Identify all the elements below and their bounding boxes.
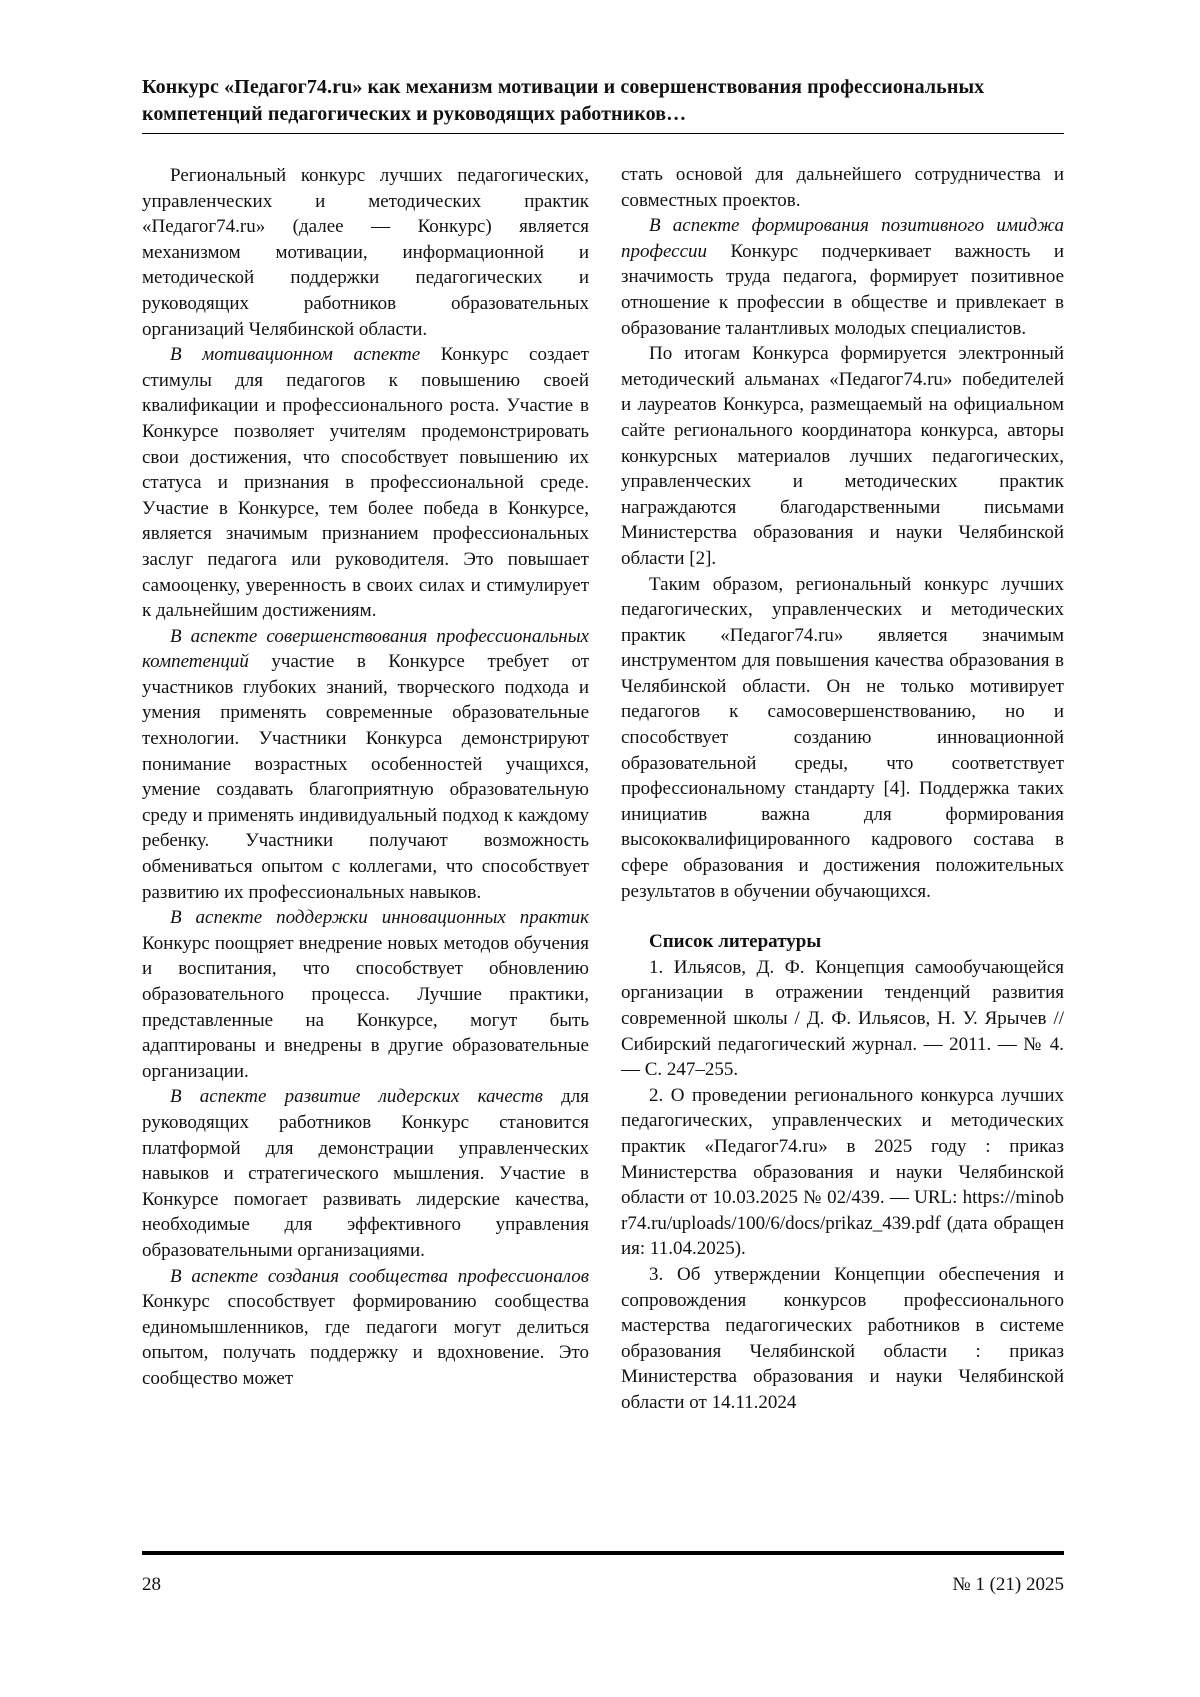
aspect-lead: В мотивационном аспекте <box>170 344 421 366</box>
paragraph-almanac: По итогам Конкурса формируется электронный методический альманах «Педагог74.ru» победителей и лауреатов Конкурса, размещаемый на официальном сайте регионального координатора конкурса, авторы конкурсных материалов лучших педагогических, управленческих и методических практик награждаются благодарственными письмами Министерства образования и науки Челябинской области [2]. <box>621 343 1064 569</box>
issue-number: № 1 (21) 2025 <box>952 1574 1064 1595</box>
paragraph-intro: Региональный конкурс лучших педагогических, управленческих и методических практик «Педагог74.ru» (далее — Конкурс) является механизмом мотивации, информационной и методической поддержки педагогических и руководящих работников образовательных организаций Челябинской области. <box>142 165 589 340</box>
paragraph-text: участие в Конкурсе требует от участников глубоких знаний, творческого подхода и умения применять современные образовательные технологии. Участники Конкурса демонстрируют понимание возрастных особенностей учащихся, умение создавать благоприятную образовательную среду и применять индивидуальный подход к каждому ребенку. Участники получают возможность обмениваться опытом с коллегами, что способствует развитию их профессиональных навыков. <box>142 651 589 903</box>
aspect-lead: В аспекте формирования позитивного имиджа профессии <box>621 215 1064 262</box>
running-header-line-1: Конкурс «Педагог74.ru» как механизм мотивации и совершенствования профессиональных <box>142 76 985 98</box>
footer-divider <box>142 1551 1064 1555</box>
aspect-lead: В аспекте развитие лидерских качеств <box>170 1086 543 1108</box>
paragraph-innovation <box>142 905 589 1084</box>
reference-3: 3. Об утверждении Концепции обеспечения и сопровождения конкурсов профессионального мастерства педагогических работников в системе образования Челябинской области : приказ Министерства образования и науки Челябинской области от 14.11.2024 <box>621 1263 1064 1413</box>
running-header-line-2: компетенций педагогических и руководящих работников… <box>142 103 687 125</box>
paragraph-text: Конкурс подчеркивает важность и значимость труда педагога, формирует позитивное отношение к профессии в обществе и привлекает в образование талантливых молодых специалистов. <box>621 240 1064 339</box>
reference-1: 1. Ильясов, Д. Ф. Концепция самообучающейся организации в отражении тенденций развития современной школы / Д. Ф. Ильясов, Н. У. Ярычев // Сибирский педагогический журнал. — 2011. — № 4. — С. 247–255. <box>621 956 1064 1081</box>
paragraph-motivation <box>142 342 589 624</box>
paragraph-community-continued: стать основой для дальнейшего сотрудничества и совместных проектов. <box>621 164 1064 211</box>
paragraph-competencies <box>142 624 589 906</box>
paragraph-text: для руководящих работников Конкурс становится платформой для демонстрации управленческих навыков и стратегического мышления. Участие в Конкурсе помогает развивать лидерские качества, необходимые для эффективного управления образовательными организациями. <box>142 1086 589 1261</box>
paragraph-text: Конкурс создает стимулы для педагогов к повышению своей квалификации и профессионального роста. Участие в Конкурсе позволяет учителям продемонстрировать свои достижения, что способствует повышению их статуса и признания в профессиональной среде. Участие в Конкурсе, тем более победа в Конкурсе, является значимым признанием профессиональных заслуг педагога или руководителя. Это повышает самооценку, уверенность в своих силах и стимулирует к дальнейшим достижениям. <box>142 344 589 622</box>
aspect-lead: В аспекте создания сообщества профессионалов <box>170 1265 589 1287</box>
paragraph-leadership <box>142 1084 589 1263</box>
running-header <box>142 74 1066 128</box>
paragraph-image <box>621 213 1064 341</box>
paragraph-text: Конкурс поощряет внедрение новых методов обучения и воспитания, что способствует обновлению образовательного процесса. Лучшие практики, представленные на Конкурсе, могут быть адаптированы и внедрены в другие образовательные организации. <box>142 932 589 1082</box>
reference-2-text: 2. О проведении регионального конкурса лучших педагогических, управленческих и методических практик «Педагог74.ru» в 2025 году : приказ Министерства образования и науки Челябинской области от 10.03.2025 № 02/439. — URL: <box>621 1084 1064 1209</box>
header-divider <box>142 133 1064 134</box>
aspect-lead: В аспекте совершенствования профессиональных компетенций <box>142 625 589 673</box>
paragraph-text: Конкурс способствует формированию сообщества единомышленников, где педагоги могут делиться опытом, получать поддержку и вдохновение. Это сообщество может <box>142 1291 589 1389</box>
paragraph-community <box>142 1264 589 1392</box>
paragraph-conclusion: Таким образом, региональный конкурс лучших педагогических, управленческих и методических практик «Педагог74.ru» является значимым инструментом для повышения качества образования в Челябинской области. Он не только мотивирует педагогов к самосовершенствованию, но и способствует созданию инновационной образовательной среды, что соответствует профессиональному стандарту [4]. Поддержка таких инициатив важна для формирования высококвалифицированного кадрового состава в сфере образования и достижения положительных результатов в обучении обучающихся. <box>621 573 1064 902</box>
references-heading: Список литературы <box>649 931 822 953</box>
page-number: 28 <box>142 1574 161 1595</box>
left-column <box>142 163 589 1392</box>
aspect-lead: В аспекте поддержки инновационных практик <box>170 907 589 929</box>
reference-2 <box>621 1083 1064 1262</box>
reference-2-url: https://minobr74.ru/uploads/100/6/docs/prikaz_439.pdf (дата обращения: 11.04.2025). <box>621 1187 1064 1260</box>
right-column <box>621 162 1064 1416</box>
